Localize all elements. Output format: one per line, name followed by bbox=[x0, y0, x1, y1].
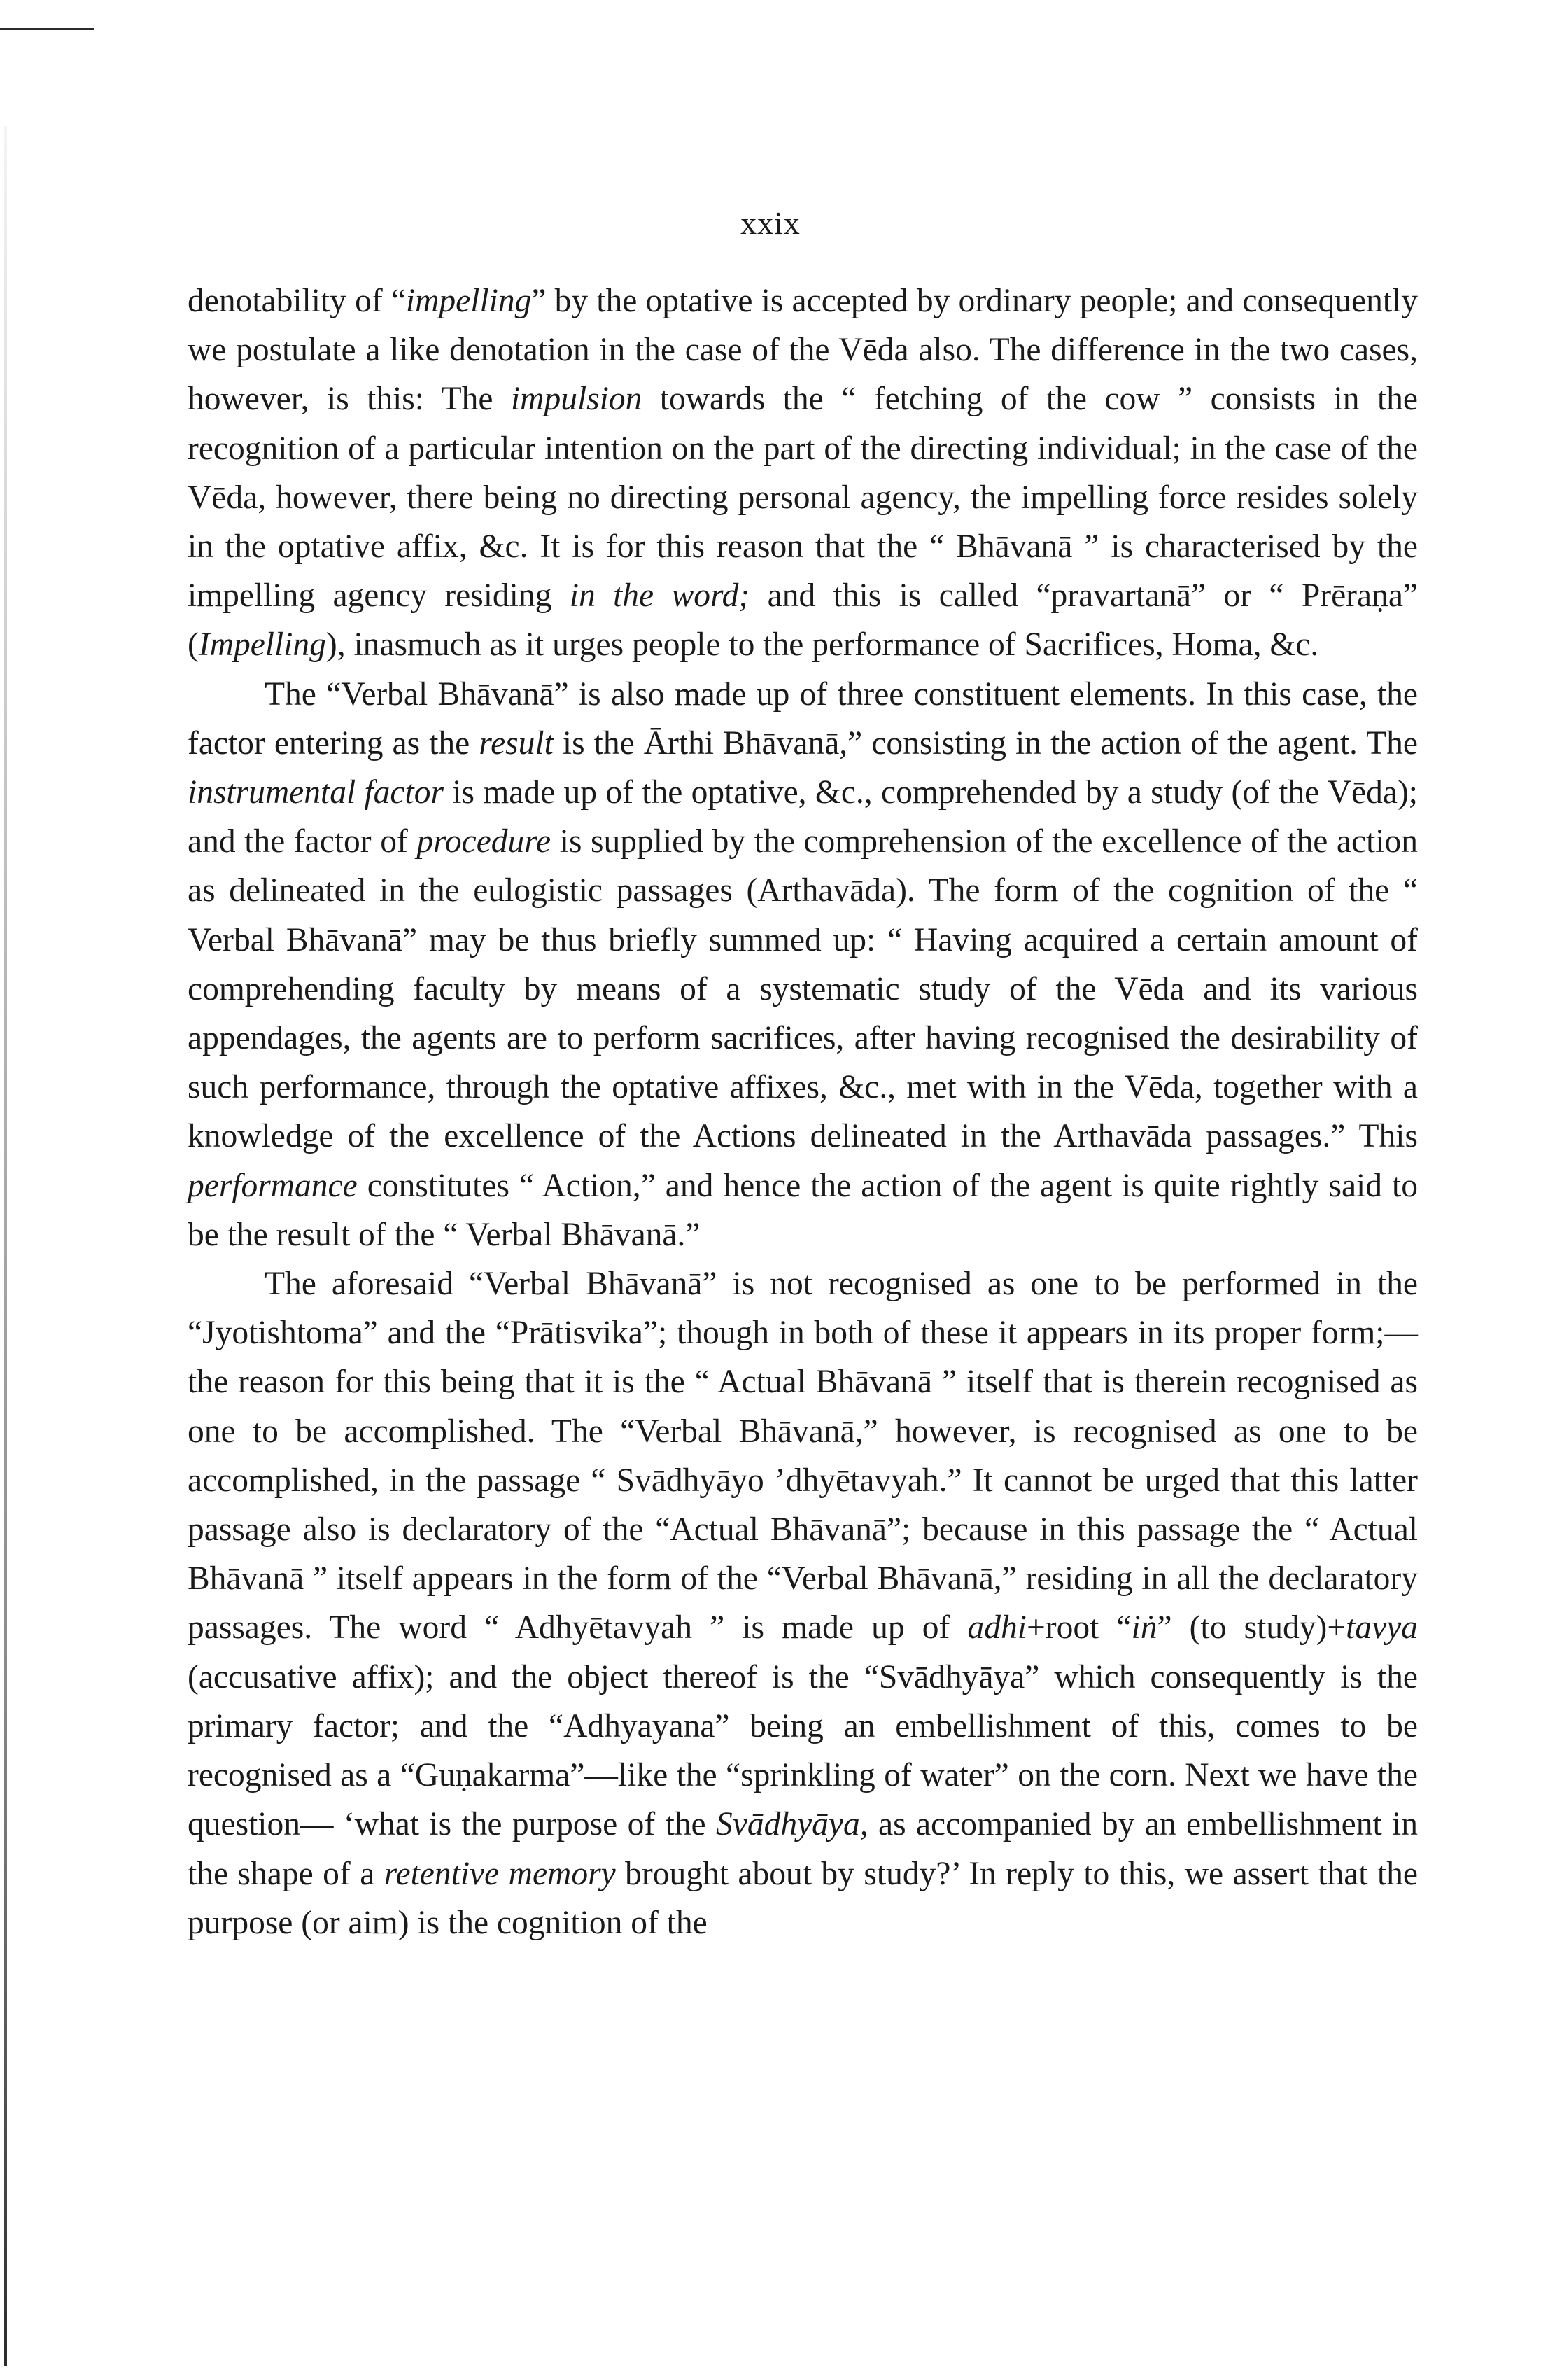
italic-text-segment: instrumental factor bbox=[188, 774, 444, 811]
paragraph bbox=[188, 1259, 1418, 1947]
italic-text-segment: performance bbox=[188, 1167, 358, 1204]
text-segment: is made up of the optative, &c., comprehended by a study (of the Vēda); and the factor of bbox=[188, 774, 1418, 860]
italic-text-segment: impulsion bbox=[510, 381, 642, 418]
italic-text-segment: Impelling bbox=[198, 626, 326, 664]
body-text bbox=[188, 276, 1418, 1947]
scan-top-rule bbox=[0, 28, 94, 30]
paragraph bbox=[188, 670, 1418, 1259]
text-segment: and this is called “pravartanā” or “ Prēraṇa” ( bbox=[188, 578, 1418, 664]
text-segment: denotability of “ bbox=[188, 283, 406, 319]
italic-text-segment: Svādhyāya, bbox=[716, 1806, 868, 1843]
italic-text-segment: procedure bbox=[416, 823, 551, 860]
italic-text-segment: tavya bbox=[1346, 1609, 1418, 1646]
text-segment: ” (to study)+ bbox=[1157, 1609, 1346, 1646]
text-segment: brought about by study?’ In reply to this, we assert that the purpose (or aim) is the cognition of the bbox=[188, 1855, 1418, 1941]
italic-text-segment: iṅ bbox=[1131, 1609, 1157, 1646]
italic-text-segment: in the word; bbox=[569, 578, 750, 615]
italic-text-segment: impelling bbox=[405, 283, 532, 319]
text-segment: is supplied by the comprehension of the excellence of the action as delineated in the eulogistic passages (Arthavāda). The form of the cognition of the “ Verbal Bhāvanā” may be thus briefly summed up: “ Having acquired a certain amount of comprehending faculty by means of a systematic study of the Vēda and its various appendages, the agents are to perform sacrifices, after having recognised the desirability of such performance, through the optative affixes, &c., met with in the Vēda, together with a knowledge of the excellence of the Actions delineated in the Arthavāda passages.” This bbox=[188, 823, 1418, 1155]
text-segment: The aforesaid “Verbal Bhāvanā” is not recognised as one to be performed in the “Jyotishtoma” and the “Prātisvika”; though in both of these it appears in its proper form;—the reason for this being that it is the “ Actual Bhāvanā ” itself that is therein recognised as one to be accomplished. The “Verbal Bhāvanā,” however, is recognised as one to be accomplished, in the passage “ Svādhyāyo ’dhyētavyah.” It cannot be urged that this latter passage also is declaratory of the “Actual Bhāvanā”; because in this passage the “ Actual Bhāvanā ” itself appears in the form of the “Verbal Bhāvanā,” residing in all the declaratory passages. The word “ Adhyētavyah ” is made up of bbox=[188, 1266, 1418, 1646]
scan-left-edge bbox=[4, 126, 7, 2366]
italic-text-segment: retentive memory bbox=[384, 1855, 616, 1892]
page-number: xxix bbox=[740, 205, 801, 241]
text-segment: constitutes “ Action,” and hence the action of the agent is quite rightly said to be the result of the “ Verbal Bhāvanā.” bbox=[188, 1167, 1418, 1253]
paragraph bbox=[188, 276, 1418, 670]
text-segment: ” by the optative is accepted by ordinary people; and consequently we postulate a like denotation in the case of the Vēda also. The difference in the two cases, however, is this: The bbox=[188, 283, 1418, 418]
text-segment: towards the “ fetching of the cow ” consists in the recognition of a particular intention on the part of the directing individual; in the case of the Vēda, however, there being no directing personal agency, the impelling force resides solely in the optative affix, &c. It is for this reason that the “ Bhāvanā ” is characterised by the impelling agency residing bbox=[188, 381, 1418, 615]
text-segment: as accompanied by an embellishment in the shape of a bbox=[188, 1806, 1418, 1892]
text-segment: The “Verbal Bhāvanā” is also made up of three constituent elements. In this case, the factor entering as the bbox=[188, 676, 1418, 762]
text-segment: +root “ bbox=[1026, 1609, 1132, 1646]
italic-text-segment: adhi bbox=[967, 1609, 1027, 1646]
text-segment: ), inasmuch as it urges people to the performance of Sacrifices, Homa, &c. bbox=[325, 626, 1319, 664]
text-segment: (accusative affix); and the object thereof is the “Svādhyāya” which consequently is the primary factor; and the “Adhyayana” being an embellishment of this, comes to be recognised as a “Guṇakarma”—like the “sprinkling of water” on the corn. Next we have the question— ‘what is the purpose of the bbox=[188, 1658, 1418, 1843]
text-segment: is the Ārthi Bhāvanā,” consisting in the action of the agent. The bbox=[553, 724, 1418, 762]
italic-text-segment: result bbox=[479, 724, 554, 762]
